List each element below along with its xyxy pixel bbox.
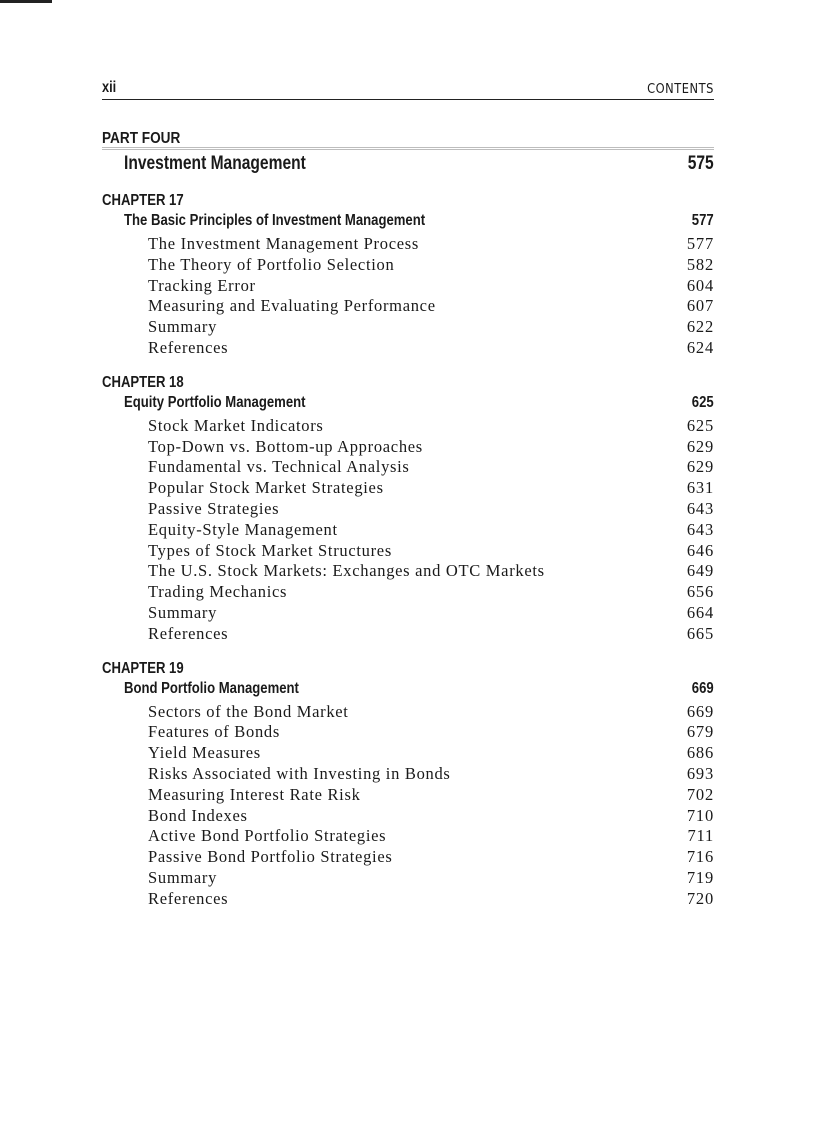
toc-entry[interactable] xyxy=(102,437,714,458)
entry-page: 665 xyxy=(686,623,714,643)
toc-entry[interactable] xyxy=(102,743,714,764)
contents-page xyxy=(102,78,714,910)
entry-title: Popular Stock Market Strategies xyxy=(148,478,384,498)
entry-page: 625 xyxy=(686,415,714,435)
entry-page: 710 xyxy=(686,805,714,825)
entry-page: 646 xyxy=(686,540,714,560)
chapter-title-row[interactable] xyxy=(102,394,714,416)
toc-entry[interactable] xyxy=(102,868,714,889)
entry-title: Stock Market Indicators xyxy=(148,415,324,435)
entry-title: Features of Bonds xyxy=(148,722,280,742)
entry-page: 716 xyxy=(686,847,714,867)
entry-page: 719 xyxy=(686,867,714,887)
entry-title: Passive Bond Portfolio Strategies xyxy=(148,847,393,867)
chapter-label: CHAPTER 17 xyxy=(102,192,184,209)
part-page: 575 xyxy=(688,153,714,174)
toc-entry[interactable] xyxy=(102,826,714,847)
entry-page: 669 xyxy=(686,701,714,721)
entry-title: Measuring Interest Rate Risk xyxy=(148,784,361,804)
toc-entry[interactable] xyxy=(102,255,714,276)
entry-page: 664 xyxy=(686,602,714,622)
chapter-17 xyxy=(102,192,714,359)
running-head xyxy=(102,78,714,100)
entry-page: 720 xyxy=(686,888,714,908)
entry-title: The Investment Management Process xyxy=(148,234,419,253)
chapter-page: 577 xyxy=(692,212,714,229)
chapter-title: Equity Portfolio Management xyxy=(124,393,306,411)
entry-page: 679 xyxy=(686,722,714,742)
chapter-title-row[interactable] xyxy=(102,212,714,234)
chapter-label: CHAPTER 18 xyxy=(102,373,184,391)
entry-page: 649 xyxy=(686,561,714,581)
toc-entry[interactable] xyxy=(102,520,714,541)
entry-page: 656 xyxy=(686,582,714,602)
chapter-page: 669 xyxy=(692,679,714,697)
toc-entry[interactable] xyxy=(102,624,714,645)
toc-entry[interactable] xyxy=(102,561,714,582)
toc-entry[interactable] xyxy=(102,603,714,624)
entry-page: 693 xyxy=(686,763,714,783)
toc-entry[interactable] xyxy=(102,847,714,868)
entry-page: 631 xyxy=(686,478,714,498)
part-title-row[interactable] xyxy=(102,153,714,177)
entry-title: Equity-Style Management xyxy=(148,519,338,539)
entry-title: Active Bond Portfolio Strategies xyxy=(148,826,387,846)
part-label: PART FOUR xyxy=(102,131,714,150)
corner-crop-mark xyxy=(0,0,52,3)
toc-entry[interactable] xyxy=(102,541,714,562)
entry-page: 622 xyxy=(686,317,714,337)
entry-title: Trading Mechanics xyxy=(148,582,288,602)
chapter-18 xyxy=(102,374,714,645)
entry-page: 629 xyxy=(686,436,714,456)
part-title: Investment Management xyxy=(124,153,306,174)
entry-title: The Theory of Portfolio Selection xyxy=(148,254,395,274)
entry-title: Types of Stock Market Structures xyxy=(148,540,392,560)
toc-entry[interactable] xyxy=(102,317,714,338)
entry-title: References xyxy=(148,337,229,357)
entry-title: The U.S. Stock Markets: Exchanges and OTC Markets xyxy=(148,561,545,581)
toc-entry[interactable] xyxy=(102,416,714,437)
entry-page: 643 xyxy=(686,519,714,539)
entry-title: Summary xyxy=(148,317,218,337)
entry-page: 607 xyxy=(686,296,714,316)
toc-entry[interactable] xyxy=(102,457,714,478)
entry-page: 582 xyxy=(686,254,714,274)
toc-entry[interactable] xyxy=(102,582,714,603)
toc-entry[interactable] xyxy=(102,234,714,255)
entry-page: 643 xyxy=(686,498,714,518)
entry-title: Sectors of the Bond Market xyxy=(148,701,349,721)
toc-entry[interactable] xyxy=(102,499,714,520)
chapter-title-row[interactable] xyxy=(102,680,714,702)
entry-title: Bond Indexes xyxy=(148,805,248,825)
entry-page: 629 xyxy=(686,457,714,477)
toc-entry[interactable] xyxy=(102,785,714,806)
toc-entry[interactable] xyxy=(102,722,714,743)
toc-entry[interactable] xyxy=(102,338,714,359)
chapter-title: Bond Portfolio Management xyxy=(124,679,299,697)
entry-page: 702 xyxy=(686,784,714,804)
page-folio: xii xyxy=(102,79,117,96)
toc-entry[interactable] xyxy=(102,764,714,785)
entry-page: 686 xyxy=(686,743,714,763)
entry-page: 577 xyxy=(686,234,714,253)
entry-title: Summary xyxy=(148,602,218,622)
toc-entry[interactable] xyxy=(102,889,714,910)
entry-title: Measuring and Evaluating Performance xyxy=(148,296,436,316)
entry-title: Top-Down vs. Bottom-up Approaches xyxy=(148,436,423,456)
chapter-title: The Basic Principles of Investment Management xyxy=(124,212,426,229)
entry-page: 711 xyxy=(687,826,714,846)
entry-title: Summary xyxy=(148,867,218,887)
toc-entry[interactable] xyxy=(102,478,714,499)
toc-entry[interactable] xyxy=(102,806,714,827)
chapter-label: CHAPTER 19 xyxy=(102,659,184,677)
toc-entry[interactable] xyxy=(102,702,714,723)
entry-title: Risks Associated with Investing in Bonds xyxy=(148,763,451,783)
chapter-19 xyxy=(102,660,714,910)
running-title: CONTENTS xyxy=(647,82,714,97)
entry-page: 604 xyxy=(686,275,714,295)
entry-title: Passive Strategies xyxy=(148,498,280,518)
entry-page: 624 xyxy=(686,337,714,357)
toc-entry[interactable] xyxy=(102,296,714,317)
entry-title: Tracking Error xyxy=(148,275,256,295)
toc-entry[interactable] xyxy=(102,276,714,297)
entry-title: References xyxy=(148,888,229,908)
chapter-page: 625 xyxy=(692,393,714,411)
entry-title: Fundamental vs. Technical Analysis xyxy=(148,457,410,477)
entry-title: References xyxy=(148,623,229,643)
entry-title: Yield Measures xyxy=(148,743,261,763)
